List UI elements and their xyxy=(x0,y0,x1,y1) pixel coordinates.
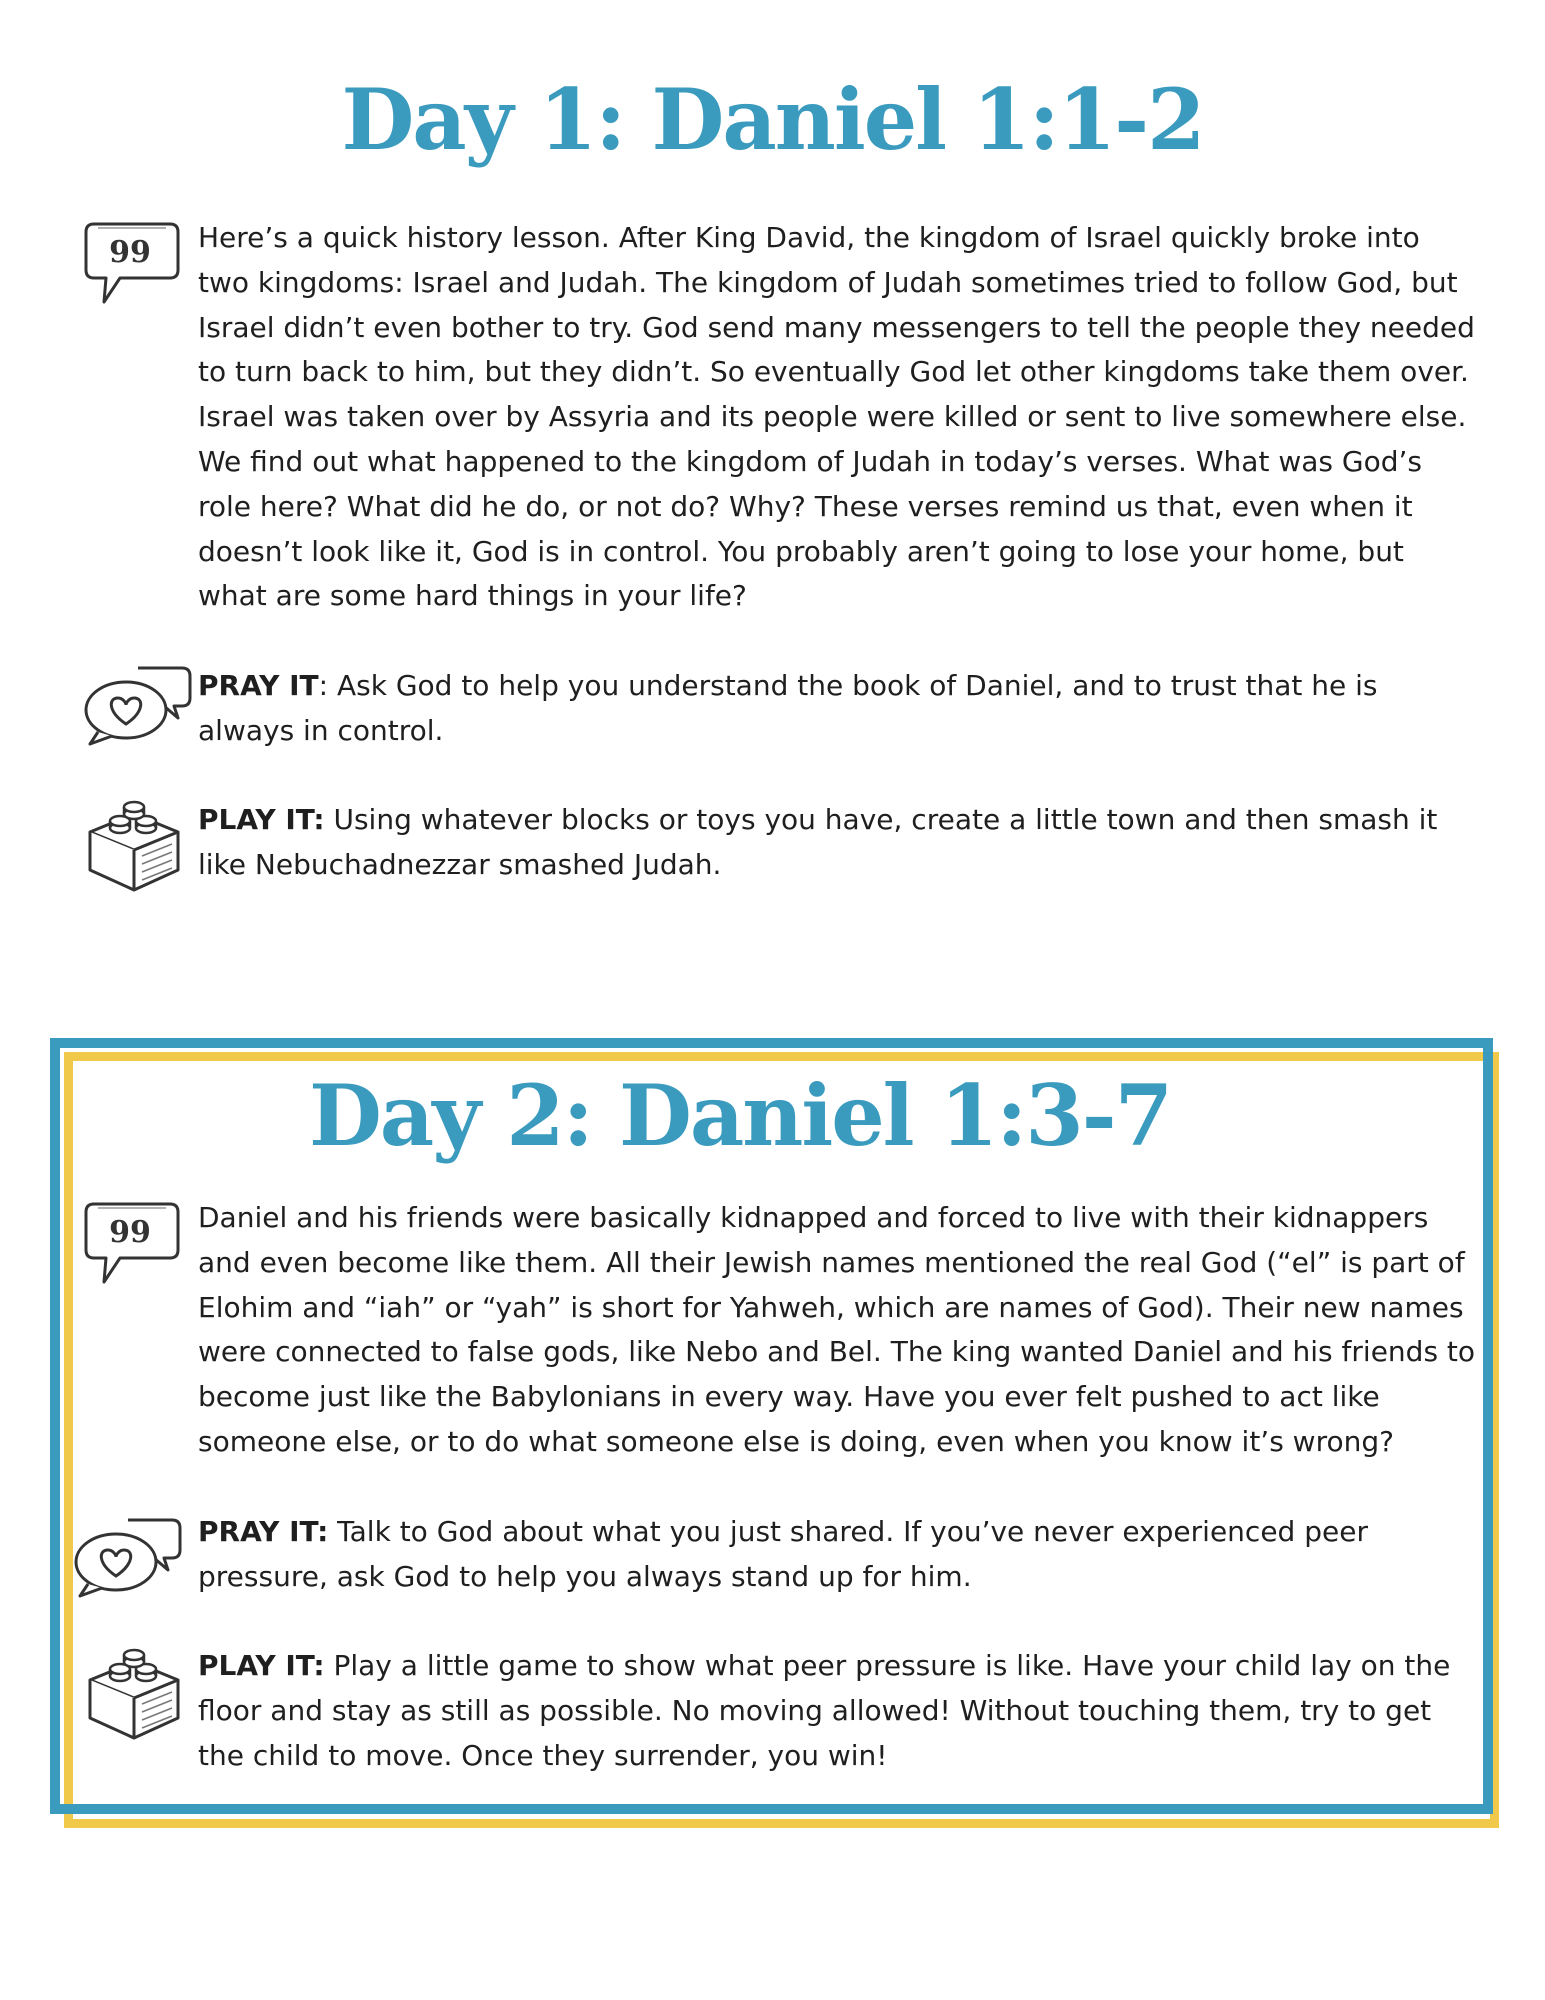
day2-pray-body: Talk to God about what you just shared. If you’ve never experienced peer pressure, ask God to help you always stand up for him. xyxy=(198,1515,1368,1593)
toy-block-icon xyxy=(80,1640,188,1746)
quote-bubble-icon xyxy=(78,1198,183,1288)
day1-pray-label: PRAY IT xyxy=(198,669,319,702)
day1-play-text xyxy=(198,798,1478,888)
svg-text:99: 99 xyxy=(109,235,151,270)
svg-text:99: 99 xyxy=(109,1215,151,1250)
day2-play-label: PLAY IT: xyxy=(198,1649,325,1682)
heart-bubble-icon xyxy=(68,1512,188,1602)
day1-discuss-text: Here’s a quick history lesson. After King David, the kingdom of Israel quickly broke into two kingdoms: Israel and Judah. The kingdom of Judah sometimes tried to follow God, but Israel didn’t even bother to try. God send many messengers to tell the people they needed to turn back to him, but they didn’t. So eventually God let other kingdoms take them over. Israel was taken over by Assyria and its people were killed or sent to live somewhere else. We find out what happened to the kingdom of Judah in today’s verses. What was God’s role here? What did he do, or not do? Why? These verses remind us that, even when it doesn’t look like it, God is in control. You probably aren’t going to lose your home, but what are some hard things in your life? xyxy=(198,221,1475,613)
day1-play-body: Using whatever blocks or toys you have, create a little town and then smash it like Nebuchadnezzar smashed Judah. xyxy=(198,803,1438,881)
day2-title: Day 2: Daniel 1:3-7 xyxy=(308,1066,1172,1165)
heart-bubble-icon xyxy=(78,660,198,750)
toy-block-icon xyxy=(80,792,188,898)
day1-pray-text xyxy=(198,664,1478,754)
day1-play-label: PLAY IT: xyxy=(198,803,325,836)
day2-discuss-text: Daniel and his friends were basically kidnapped and forced to live with their kidnappers and even become like them. All their Jewish names mentioned the real God (“el” is part of Elohim and “iah” or “yah” is short for Yahweh, which are names of God). Their new names were connected to false gods, like Nebo and Bel. The king wanted Daniel and his friends to become just like the Babylonians in every way. Have you ever felt pushed to act like someone else, or to do what someone else is doing, even when you know it’s wrong? xyxy=(198,1201,1476,1458)
day2-pray-text xyxy=(198,1510,1478,1600)
day2-play-text xyxy=(198,1644,1478,1778)
day2-play-body: Play a little game to show what peer pressure is like. Have your child lay on the floor and stay as still as possible. No moving allowed! Without touching them, try to get the child to move. Once they surrender, you win! xyxy=(198,1649,1451,1772)
day1-title: Day 1: Daniel 1:1-2 xyxy=(341,70,1204,169)
day2-pray-label: PRAY IT: xyxy=(198,1515,329,1548)
quote-bubble-icon xyxy=(78,218,183,308)
day1-pray-body: : Ask God to help you understand the book of Daniel, and to trust that he is always in control. xyxy=(198,669,1378,747)
